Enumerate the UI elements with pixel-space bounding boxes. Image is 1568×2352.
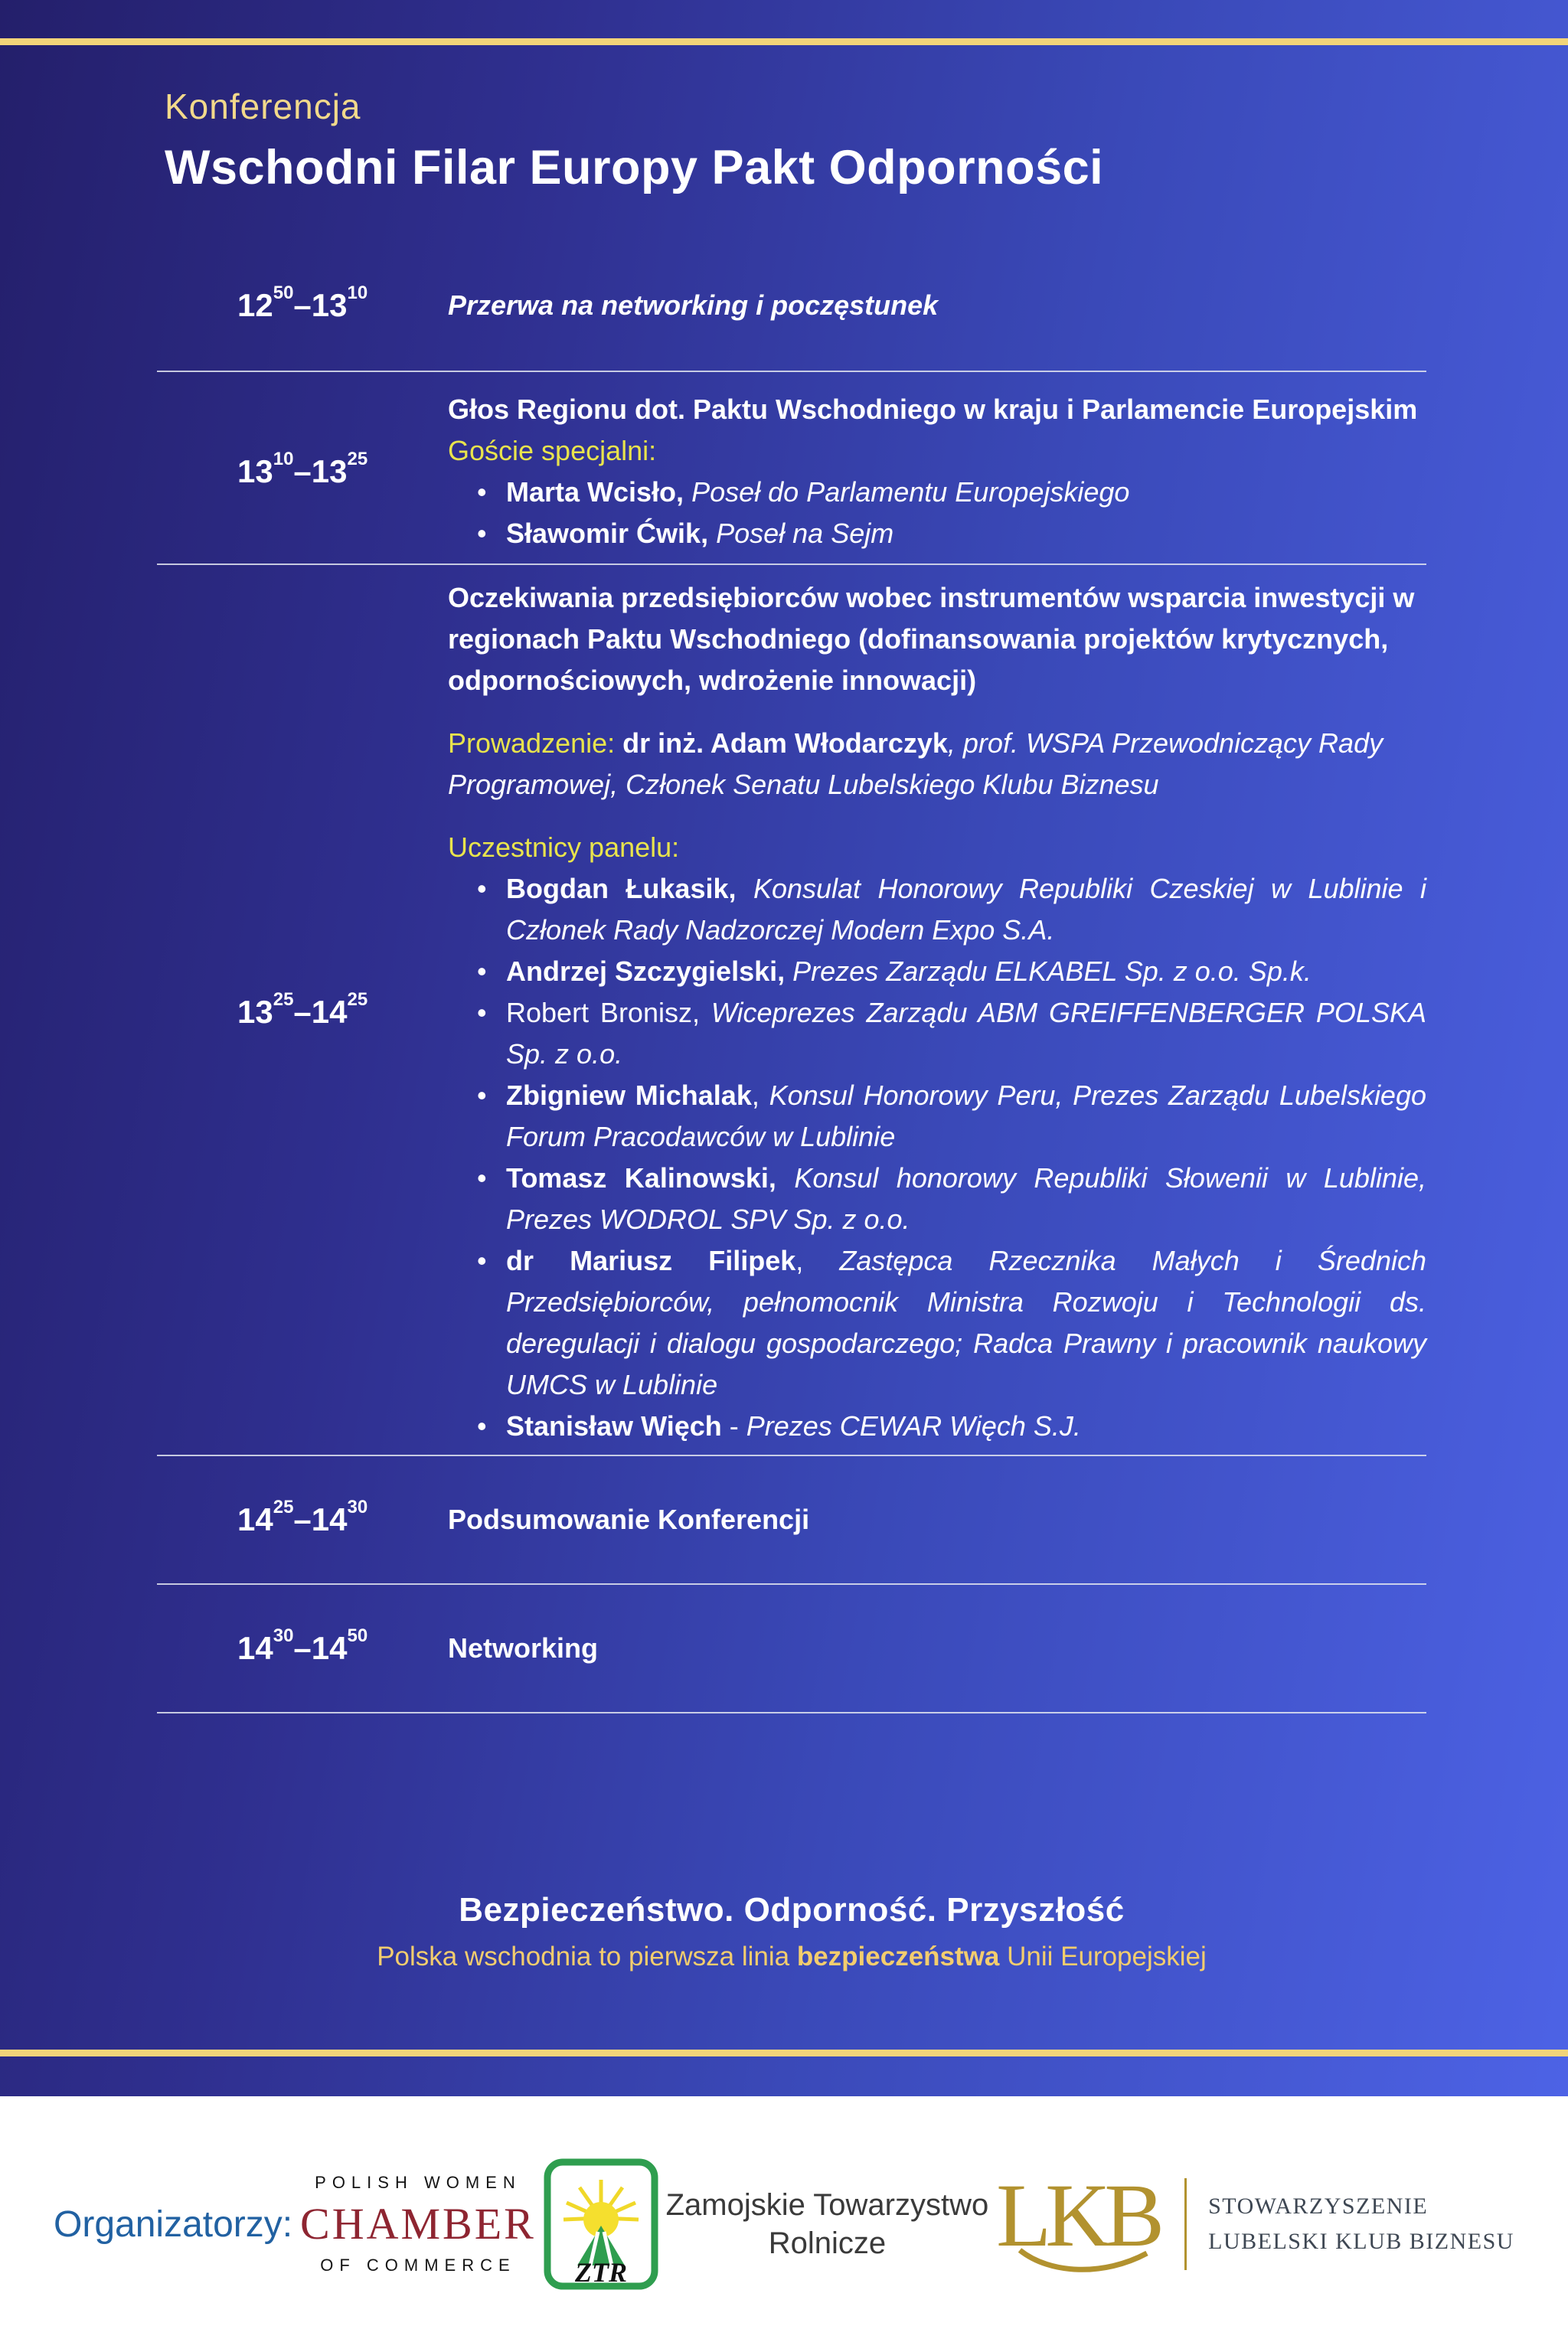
guest-item <box>448 513 1426 554</box>
agenda-row-panel <box>157 565 1426 1455</box>
agenda-row-summary <box>157 1456 1426 1583</box>
time-dash: – <box>293 452 312 489</box>
tagline-sub-pre: Polska wschodnia to pierwsza linia <box>377 1941 790 1971</box>
guest-item <box>448 472 1426 513</box>
participant-role: Konsul honorowy Republiki Słowenii w Lublinie, Prezes WODROL SPV Sp. z o.o. <box>506 1161 1426 1235</box>
moderator-role: , prof. WSPA Przewodniczący Rady Programowej, Członek Senatu Lubelskiego Klubu Biznesu <box>448 727 1383 800</box>
agenda-row-break <box>157 196 1426 371</box>
guest-role: Poseł na Sejm <box>716 517 894 549</box>
pwcc-line-bottom: OF COMMERCE <box>320 2256 516 2275</box>
time-start: 12 <box>237 286 273 323</box>
time-end: 14 <box>311 1501 348 1537</box>
participant-role: Wiceprezes Zarządu ABM GREIFFENBERGER POLSKA Sp. z o.o. <box>506 996 1426 1070</box>
ztr-wordmark: ZTR <box>574 2257 627 2288</box>
time-start: 14 <box>237 1629 273 1666</box>
time-range <box>157 282 448 326</box>
bottom-gold-rule <box>0 2050 1568 2056</box>
lkb-wordmark: LKB <box>996 2165 1159 2265</box>
row-divider <box>157 1712 1426 1713</box>
ztr-logo <box>544 2158 658 2290</box>
time-start-minutes: 25 <box>273 988 294 1010</box>
association-line1: STOWARZYSZENIE <box>1208 2193 1429 2219</box>
participant-role: Prezes CEWAR Więch S.J. <box>746 1410 1081 1442</box>
tagline-sub-post: Unii Europejskiej <box>1007 1941 1207 1971</box>
participant-name: Robert Bronisz, <box>506 996 700 1028</box>
time-dash: – <box>293 993 312 1030</box>
participant-name: dr Mariusz Filipek <box>506 1244 796 1276</box>
time-end: 13 <box>311 452 348 489</box>
participant-name: Andrzej Szczygielski, <box>506 955 786 987</box>
agenda-item-text: Networking <box>448 1632 599 1664</box>
tagline-title: Bezpieczeństwo. Odporność. Przyszłość <box>459 1890 1125 1929</box>
participant-separator <box>776 1162 794 1194</box>
kicker: Konferencja <box>165 87 361 126</box>
guest-name: Marta Wcisło, <box>506 475 684 508</box>
agenda-row-networking <box>157 1585 1426 1712</box>
time-end: 13 <box>311 286 348 323</box>
special-guests-label: Goście specjalni: <box>448 434 657 466</box>
participant-separator <box>737 873 753 904</box>
time-range <box>157 1625 448 1669</box>
time-range <box>157 1496 448 1540</box>
participant-separator <box>700 997 711 1028</box>
tagline-subtitle <box>157 1942 1426 1972</box>
participant-item <box>448 1406 1426 1447</box>
participant-name: Zbigniew Michalak <box>506 1079 752 1111</box>
top-gold-rule <box>0 38 1568 45</box>
participant-item <box>448 1075 1426 1158</box>
participant-separator: - <box>721 1410 746 1442</box>
participant-item <box>448 868 1426 951</box>
time-end-minutes: 25 <box>347 448 368 469</box>
time-start-minutes: 30 <box>273 1625 294 1646</box>
time-end-minutes: 30 <box>347 1496 368 1517</box>
agenda <box>0 196 1568 1972</box>
lkb-logo-group <box>996 2165 1514 2278</box>
participant-item <box>448 951 1426 992</box>
participant-separator: , <box>751 1079 769 1111</box>
organizers-footer <box>0 2096 1568 2352</box>
participant-name: Stanisław Więch <box>506 1410 722 1442</box>
tagline <box>157 1891 1426 1972</box>
agenda-row-region-voice <box>157 372 1426 564</box>
pwcc-line-top: POLISH WOMEN <box>315 2173 521 2192</box>
agenda-item-text: Przerwa na networking i poczęstunek <box>448 289 939 321</box>
session-title: Oczekiwania przedsiębiorców wobec instrumentów wsparcia inwestycji w regionach Paktu Wschodniego (dofinansowania projektów krytycznych, odpornościowych, wdrożenie innowacji) <box>448 581 1415 696</box>
time-range <box>157 577 448 1447</box>
zamojskie-label <box>666 2186 989 2262</box>
session-title: Głos Regionu dot. Paktu Wschodniego w kraju i Parlamencie Europejskim <box>448 393 1418 425</box>
lkb-association-label <box>1208 2189 1514 2260</box>
participant-separator: , <box>795 1244 840 1276</box>
participant-role: Prezes Zarządu ELKABEL Sp. z o.o. Sp.k. <box>792 955 1312 987</box>
time-start-minutes: 25 <box>273 1496 294 1517</box>
participant-separator <box>785 956 792 987</box>
time-end-minutes: 10 <box>347 282 368 303</box>
lkb-divider <box>1184 2178 1187 2270</box>
participant-role: Konsul Honorowy Peru, Prezes Zarządu Lubelskiego Forum Pracodawców w Lublinie <box>506 1079 1426 1152</box>
lkb-logo <box>996 2165 1159 2278</box>
participant-name: Tomasz Kalinowski, <box>506 1161 776 1194</box>
time-start: 13 <box>237 452 273 489</box>
participant-item <box>448 992 1426 1075</box>
time-start-minutes: 10 <box>273 448 294 469</box>
time-dash: – <box>293 286 312 323</box>
time-end: 14 <box>311 1629 348 1666</box>
participant-name: Bogdan Łukasik, <box>506 872 737 904</box>
time-end-minutes: 25 <box>347 988 368 1010</box>
guest-name: Sławomir Ćwik, <box>506 517 709 549</box>
guest-role: Poseł do Parlamentu Europejskiego <box>691 475 1130 508</box>
time-start: 13 <box>237 993 273 1030</box>
panel-participants-label: Uczestnicy panelu: <box>448 831 680 863</box>
time-end-minutes: 50 <box>347 1625 368 1646</box>
tagline-sub-bold: bezpieczeństwa <box>796 1941 1000 1971</box>
organizers-label: Organizatorzy: <box>54 2203 293 2245</box>
moderator-label: Prowadzenie: <box>448 727 616 759</box>
time-start: 14 <box>237 1501 273 1537</box>
guest-list <box>448 472 1426 554</box>
time-range <box>157 389 448 554</box>
zamojskie-line2: Rolnicze <box>768 2226 887 2260</box>
zamojskie-line1: Zamojskie Towarzystwo <box>665 2188 989 2222</box>
moderator-name: dr inż. Adam Włodarczyk <box>622 727 948 759</box>
participant-list <box>448 868 1426 1447</box>
time-dash: – <box>293 1501 312 1537</box>
participant-item <box>448 1158 1426 1240</box>
time-dash: – <box>293 1629 312 1666</box>
moderator-line <box>448 723 1426 805</box>
association-line2: LUBELSKI KLUB BIZNESU <box>1208 2229 1514 2254</box>
pwcc-chamber-wordmark: CHAMBER <box>300 2199 536 2249</box>
time-start-minutes: 50 <box>273 282 294 303</box>
participant-role: Zastępca Rzecznika Małych i Średnich Przedsiębiorców, pełnomocnik Ministra Rozwoju i Technologii ds. deregulacji i dialogu gospodarczego; Radca Prawny i pracownik naukowy UMCS w Lublinie <box>506 1244 1426 1400</box>
time-end: 14 <box>311 993 348 1030</box>
page-title: Wschodni Filar Europy Pakt Odporności <box>165 141 1104 195</box>
participant-role: Konsulat Honorowy Republiki Czeskiej w Lublinie i Członek Rady Nadzorczej Modern Expo S.A. <box>506 872 1426 946</box>
participant-item <box>448 1240 1426 1406</box>
agenda-item-text: Podsumowanie Konferencji <box>448 1503 810 1535</box>
pwcc-logo <box>300 2174 536 2274</box>
header <box>0 0 1568 196</box>
